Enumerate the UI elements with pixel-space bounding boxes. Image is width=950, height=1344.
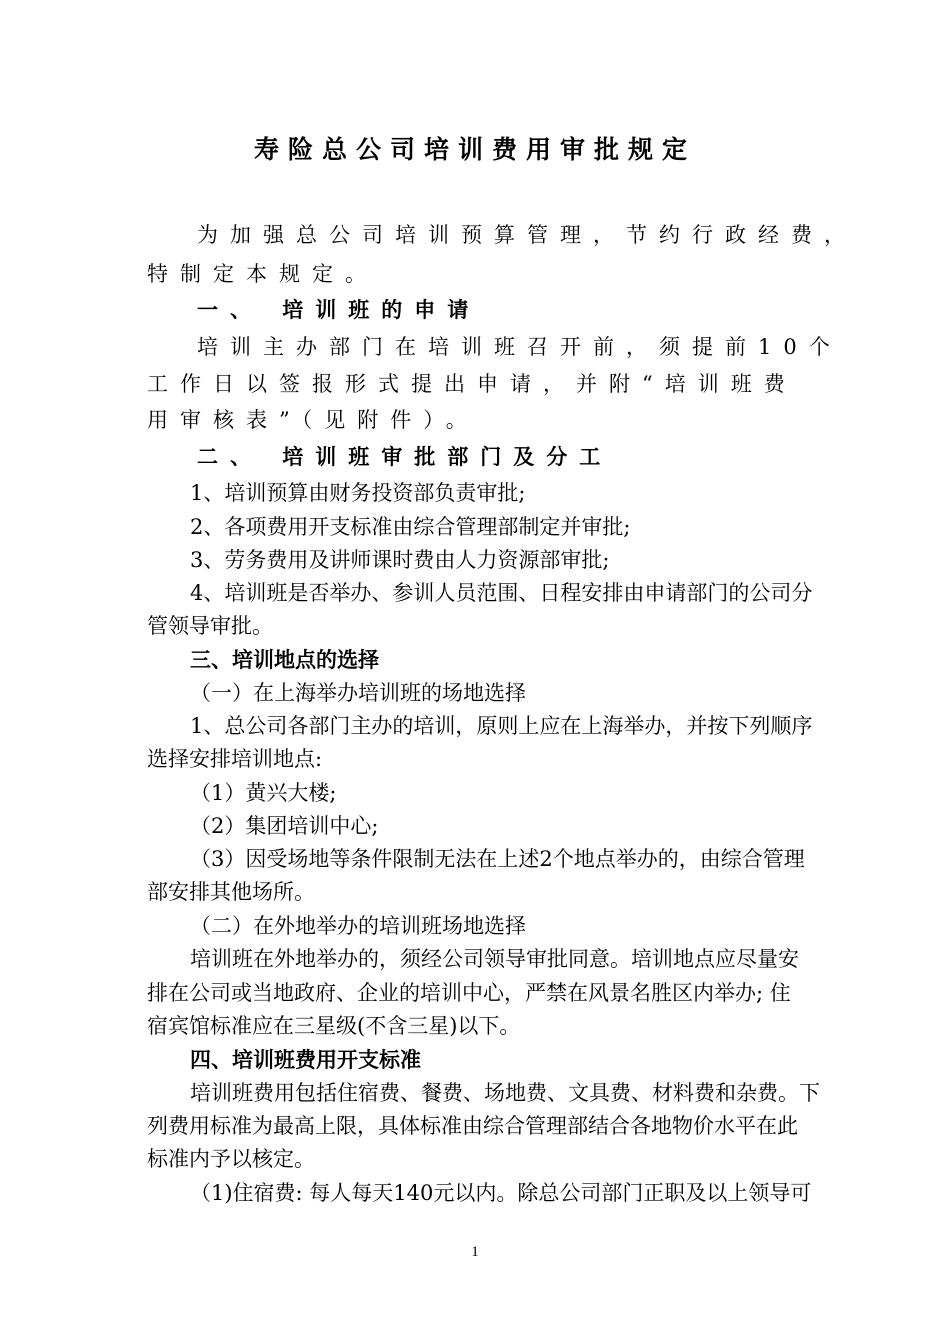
section-2-heading: 二、 培训班审批部门及分工 xyxy=(197,444,613,469)
section-3-subheading-1: （一）在上海举办培训班的场地选择 xyxy=(190,681,526,705)
section-1-heading: 一、 培训班的申请 xyxy=(197,297,481,322)
section-4-para-2-line-1: （1)住宿费: 每人每天140元以内。除总公司部门正职及以上领导可 xyxy=(190,1181,812,1205)
section-2-item-3: 3、劳务费用及讲师课时费由人力资源部审批; xyxy=(190,548,610,572)
section-3-option-3-line-2: 部安排其他场所。 xyxy=(147,880,315,904)
section-3-option-3-line-1: （3）因受场地等条件限制无法在上述2个地点举办的，由综合管理 xyxy=(190,847,805,871)
section-1-line-1: 培训主办部门在培训班召开前，须提前10个 xyxy=(197,335,842,359)
section-2-item-2: 2、各项费用开支标准由综合管理部制定并审批; xyxy=(190,515,631,539)
section-4-para-1-line-3: 标准内予以核定。 xyxy=(147,1147,315,1171)
section-4-heading: 四、培训班费用开支标准 xyxy=(190,1047,421,1072)
intro-line-1: 为加强总公司培训预算管理，节约行政经费， xyxy=(197,223,857,247)
section-3-para-2-line-1: 培训班在外地举办的，须经公司领导审批同意。培训地点应尽量安 xyxy=(190,947,799,971)
intro-line-2: 特制定本规定。 xyxy=(147,262,378,286)
section-1-line-3: 用审核表”（见附件）。 xyxy=(147,408,479,432)
page-number: 1 xyxy=(471,1244,479,1260)
section-2-item-4-line-1: 4、培训班是否举办、参训人员范围、日程安排由申请部门的公司分 xyxy=(190,581,813,605)
section-3-option-2: （2）集团培训中心; xyxy=(190,814,379,838)
section-3-para-1-line-1: 1、总公司各部门主办的培训，原则上应在上海举办，并按下列顺序 xyxy=(190,714,813,738)
section-3-option-1: （1）黄兴大楼; xyxy=(190,781,337,805)
section-1-line-2: 工作日以签报形式提出申请，并附“培训班费 xyxy=(147,372,797,396)
section-2-item-1: 1、培训预算由财务投资部负责审批; xyxy=(190,481,526,505)
document-title: 寿险总公司培训费用审批规定 xyxy=(253,135,696,164)
section-3-subheading-2: （二）在外地举办的培训班场地选择 xyxy=(190,914,526,938)
section-3-heading: 三、培训地点的选择 xyxy=(190,647,379,672)
section-3-para-1-line-2: 选择安排培训地点: xyxy=(147,747,323,771)
section-4-para-1-line-1: 培训班费用包括住宿费、餐费、场地费、文具费、材料费和杂费。下 xyxy=(190,1081,820,1105)
section-3-para-2-line-2: 排在公司或当地政府、企业的培训中心，严禁在风景名胜区内举办; 住 xyxy=(147,981,791,1005)
section-2-item-4-line-2: 管领导审批。 xyxy=(147,614,273,638)
section-3-para-2-line-3: 宿宾馆标准应在三星级(不含三星)以下。 xyxy=(147,1014,521,1038)
section-4-para-1-line-2: 列费用标准为最高上限，具体标准由综合管理部结合各地物价水平在此 xyxy=(147,1114,798,1138)
